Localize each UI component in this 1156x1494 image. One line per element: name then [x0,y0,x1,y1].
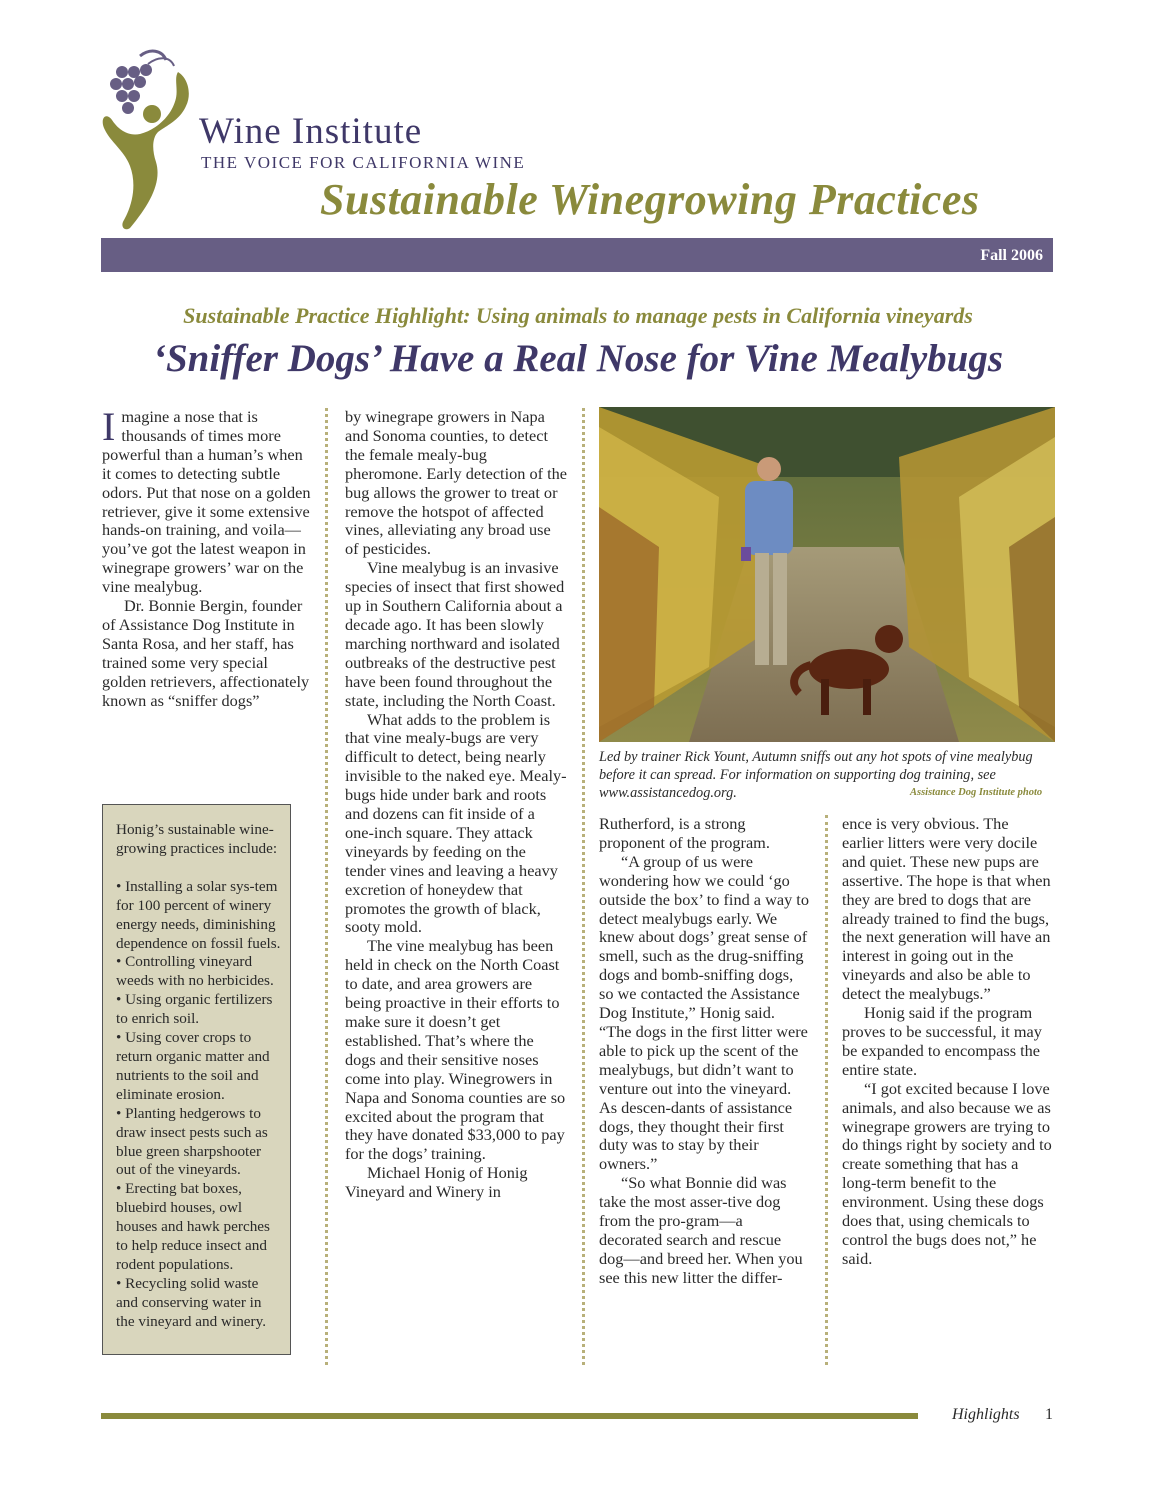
paragraph: Michael Honig of Honig Vineyard and Winery in [345,1163,528,1202]
header-band [101,238,1053,272]
paragraph: Vine mealybug is an invasive species of insect that first showed up in Southern California about a decade ago. It has been slowly marching northward and isolated outbreaks of the destructive pest have been found throughout the state, including the North Coast. [345,558,565,710]
paragraph: Dr. Bonnie Bergin, founder of Assistance Dog Institute in Santa Rosa, and her staff, has trained some very special golden retrievers, affectionately known as “sniffer dogs” [102,596,310,710]
paragraph: Honig said if the program proves to be successful, it may be expanded to encompass the entire state. [842,1003,1042,1079]
column-divider [582,408,585,1365]
issue-date: Fall 2006 [980,247,1043,264]
sidebar-list-item: • Erecting bat boxes, bluebird houses, owl houses and hawk perches to help reduce insect and rodent populations. [116,1180,270,1273]
article-headline: ‘Sniffer Dogs’ Have a Real Nose for Vine Mealybugs [152,337,1004,380]
footer-rule [101,1413,918,1419]
drop-cap: I [102,404,116,449]
photo-caption: Led by trainer Rick Yount, Autumn sniffs out any hot spots of vine mealybug before it can spread. For information on supporting dog training, see www.assistancedog.org. [599,749,1033,802]
article-column-1 [102,404,312,711]
sidebar-list-item: • Controlling vineyard weeds with no herbicides. [116,953,274,990]
article-column-3 [599,815,809,1288]
sidebar-list-item: • Using organic fertilizers to enrich soil. [116,991,273,1028]
article-column-2 [345,408,567,1202]
column-divider [825,815,828,1365]
paragraph: ence is very obvious. The earlier litters were very docile and quiet. These new pups are assertive. The hope is that when they are bred to dogs that are already trained to find the bugs, the next generation will have an interest in going out in the vineyards and also be able to detect the mealybugs.” [842,814,1051,1004]
photo-credit: Assistance Dog Institute photo [910,787,1043,798]
sidebar-list-item: • Installing a solar sys-tem for 100 percent of winery energy needs, diminishing dependence on fossil fuels. [116,877,281,952]
paragraph: by winegrape growers in Napa and Sonoma counties, to detect the female mealy-bug pheromone. Early detection of the bug allows the grower to treat or remove the hotspot of affected vines, alleviating any broad use of pesticides. [345,407,567,559]
column-divider [325,408,328,1365]
page-number: 1 [1045,1406,1053,1423]
sidebar-list-item: • Recycling solid waste and conserving water in the vineyard and winery. [116,1274,266,1330]
paragraph: “So what Bonnie did was take the most asser-tive dog from the pro-gram—a decorated search and rescue dog—and breed her. When you see this new litter the differ- [599,1173,803,1287]
sidebar-intro: Honig’s sustainable wine-growing practices include: [116,821,278,857]
paragraph: “I got excited because I love animals, and also because we as winegrape growers are trying to do things right by society and to create something that has a long-term benefit to the environment. Using these dogs does that, using chemicals to control the bugs does not,” he said. [842,1078,1052,1268]
article-kicker: Sustainable Practice Highlight: Using animals to manage pests in California vineyards [183,303,973,328]
vineyard-dog-photo [599,407,1055,742]
article-column-4 [842,815,1054,1269]
sidebar-list-item: • Planting hedgerows to draw insect pests such as blue green sharpshooter out of the vineyards. [116,1104,268,1179]
sidebar-practices-box [102,804,291,1355]
paragraph: The vine mealybug has been held in check on the North Coast to date, and area growers are being proactive in their efforts to make sure it doesn’t get established. That’s where the dogs and their sensitive noses come into play. Winegrowers in Napa and Sonoma counties are so excited about the program that they have donated $33,000 to pay for the dogs’ training. [345,936,566,1164]
footer-label: Highlights [952,1406,1020,1423]
org-name: Wine Institute [199,111,423,152]
series-title: Sustainable Winegrowing Practices [320,175,980,224]
paragraph: “A group of us were wondering how we could ‘go outside the box’ to find a way to detect mealybugs early. We knew about dogs’ great sense of smell, such as the drug-sniffing dogs and bomb-sniffing dogs, so we contacted the Assistance Dog Institute,” Honig said. “The dogs in the first litter were able to pick up the scent of the mealybugs, but didn’t want to venture out into the vineyard. As descen-dants of assistance dogs, they thought their first duty was to stay by their owners.” [599,851,809,1174]
paragraph: Rutherford, is a strong proponent of the program. [599,814,770,852]
sidebar-list-item: • Using cover crops to return organic matter and nutrients to the soil and eliminate erosion. [116,1029,270,1103]
paragraph: magine a nose that is thousands of times more powerful than a human’s when it comes to detecting subtle odors. Put that nose on a golden retriever, give it some extensive hands-on training, and voila—you’ve got the latest weapon in winegrape growers’ war on the vine mealybug. [102,407,311,597]
org-tagline: THE VOICE FOR CALIFORNIA WINE [201,153,526,172]
paragraph: What adds to the problem is that vine mealy-bugs are very difficult to detect, being nearly invisible to the naked eye. Mealy-bugs hide under bark and roots and dozens can fit inside of a one-inch square. They attack vineyards by feeding on the tender vines and leaving a heavy excretion of honeydew that promotes the growth of black, sooty mold. [345,709,567,937]
wine-institute-logo [100,42,210,232]
